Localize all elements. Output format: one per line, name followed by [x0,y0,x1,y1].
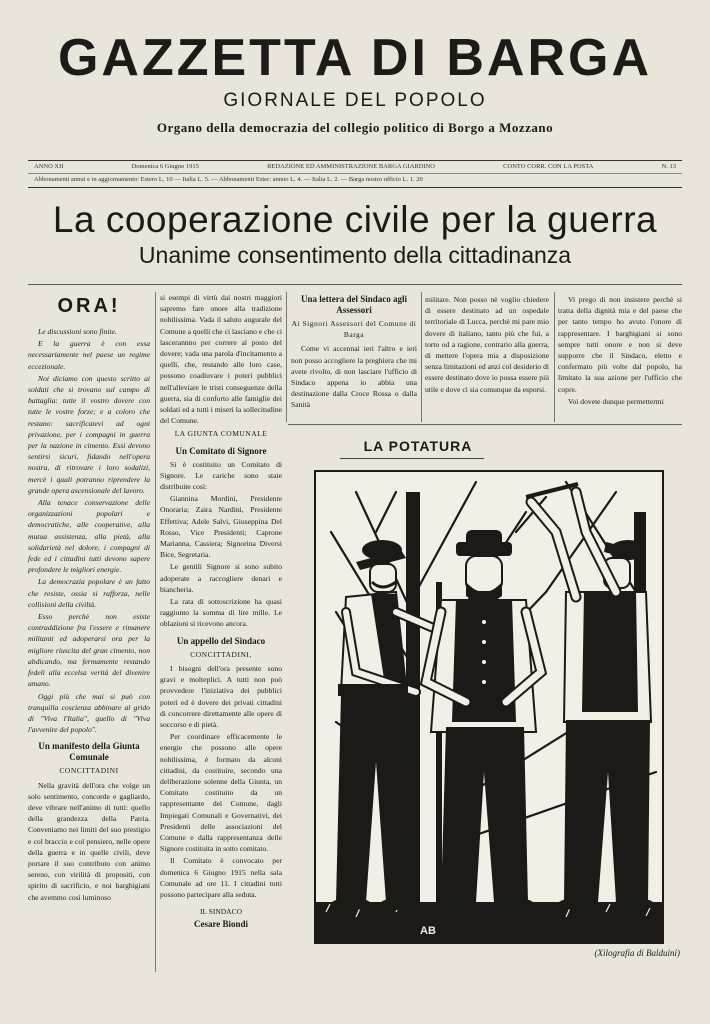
paragraph: Giannina Mordini, Presidente Onoraria; Zaira Nardini, Presidente Effettiva; Adele Salvi, Giuseppina Del Rosso, Vice Presidenti; Caprone Marianna, Cassiera; Signorina Diversi Bice, Segretaria. [160,494,282,560]
paragraph: I bisogni dell'ora presente sono gravi e molteplici. A tutti non può provvedere l'iniziativa dei pubblici poteri ed è dovere dei privati cittadini di concorrere direttamente alle opere di soccorso e di pietà. [160,663,282,729]
column-rule [421,292,422,422]
paragraph: Il Comitato è convocato per domenica 6 Giugno 1915 nella sala Comunale ad ore 11. I cittadini tutti possono partecipare alla seduta. [160,856,282,899]
main-headline: La cooperazione civile per la guerra [52,199,658,240]
paragraph: si esempi di virtù dai nostri maggiori sapremo fare onore alla tradizione nobilissima. Vada il saluto augurale del Comune a quelli che ci lasciano e che ci lascerannno per correre al posto del dovere; vada una parola d'incitamento a quelli, che, restando alle loro case, possono coadiuvare i poteri pubblici nell'alleviare le tristi conseguenze della guerra, sia di conforto alle famiglie dei soldati ed a tutti i miseri la sollecitudine del Comune. [160,293,282,426]
article-title-ora: ORA! [57,295,121,317]
signature-role: IL SINDACO [199,907,242,917]
subscription-info: Abbonamenti annui e in aggiornamento: Estero L. 10 — Italia L. 5. — Abbonamenti Ester: annuo L. 4. — Italia L. 2. — Barga nostro ufficio L. 1. 20 [34,176,423,183]
section-title-lettera: Una lettera del Sindaco agli Assessori [301,294,407,315]
paragraph: Alla tenace conservazione delle organizzazioni popolari e democratiche, alle cooperative, alla mutua assistenza, alla pietà, alla solidarietà nel dolore, i compagni di fede ed i cittadini tutti devono sapere profondere le migliori energie. [28,498,150,575]
paragraph: Come vi accennai ieri l'altro e ieri non posso accogliere la preghiera che mi avete rivolto, di non lasciare l'ufficio di Sindaco appena io abbia una destinazione dalla Croce Rossa o dalla Sanità [291,344,417,410]
article-column-lettera-end [558,294,682,422]
section-greeting: CONCITTADINI, [190,649,252,659]
woodcut-image [316,472,662,942]
paragraph: Vi prego di non insistere perchè si tratta della dignità mia e del paese che per tanto tempo ho avuto l'onore di rappresentare. I barghigiani si sono sempre tutti onore e non si deve supporre che il Sindaco, eletto e confermato più volte dal popolo, ha limitato la sua azione per l'ufficio che copre. [558,295,682,394]
editorial-office: REDAZIONE ED AMMINISTRAZIONE BARGA GIARDINO [267,163,436,170]
newspaper-organ-line: Organo della democrazia del collegio politico di Borgo a Mozzano [156,120,554,135]
paragraph: E la guerra è con essa necessariamente nel paese un regime eccezionale. [28,339,150,371]
newspaper-subtitle: GIORNALE DEL POPOLO [223,90,487,111]
article-column-giunta [160,292,282,972]
masthead [0,30,710,136]
paragraph: Esso perchè non esiste contraddizione fra l'essere e rimanere militanti ed adoperarsi ora per la migliore riuscita del gran cimento, non abdicando, ma fermamente restando fedeli alla eccelsa verità del divenire umano. [28,612,150,689]
section-title-comitato: Un Comitato di Signore [175,445,267,456]
article-column-lettera [291,292,417,422]
paragraph: militare. Non posso nè voglio chiedere di essere destinato ad un ospedale territoriale di Lucca, perchè mi pare mio dovere di italiano, tanto più che fui, a torto od a ragione, contrario alla guerra, di mettere l'opera mia a disposizione senza limitazioni ed anzi col desiderio di essere destinato dove io possa essere più utile e dove ci sia comunque da esporsi. [425,295,549,394]
section-title-manifesto: Un manifesto della Giunta Comunale [38,741,140,763]
paragraph: Le gentili Signore si sono subito adoperate a raccogliere denari e biancheria. [160,562,282,594]
sub-headline: Unanime consentimento della cittadinanza [138,242,572,268]
paragraph: Si è costituito un Comitato di Signore. Le cariche sono state distribuite così: [160,459,282,492]
paragraph: Oggi più che mai si può con tranquilla coscienza abbinare al grido di "Viva l'Italia", quello di "Viva l'avvenire del popolo". [28,691,150,735]
section-rule [288,424,682,425]
paragraph: Voi dovete dunque permettermi [568,396,664,406]
signature-name: Cesare Biondi [193,919,249,930]
woodcut-monogram: AB [420,925,436,937]
signature-giunta: LA GIUNTA COMUNALE [174,429,268,439]
section-greeting: CONCITTADINI [59,766,119,776]
headline-block [0,200,710,268]
paragraph: Per coordinare efficacemente le energie che possono alle opere nobilissima, è formato da alcuni cittadini, da costituire, secondo una deliberazione solenne della Giunta, un Comitato costituito da un rappresentante del Comune, dagli Impiegati Comunali e Governativi, dei Presidenti delle associazioni del Comune e dalla rappresentanza delle Signore costituita in sotto comitato. [160,732,282,854]
paragraph: La rata di sottoscrizione ha quasi raggiunto la somma di lire mille. Le oblazioni si ricevono ancora. [160,597,282,629]
section-title-appello: Un appello del Sindaco [176,635,266,646]
woodcut-illustration [314,470,664,944]
paragraph: La democrazia popolare è un fatto che resiste, ossia si rafforza, nelle collisioni della civiltà. [28,577,150,609]
woodcut-title-underline [340,458,484,459]
woodcut-title: LA POTATURA [363,438,473,454]
headline-rule [28,284,682,285]
paragraph: Le discussioni sono finite. [38,327,117,336]
paragraph: Nella gravità dell'ora che volge un solo sentimento, concorde e gagliardo, deve vibrare nell'animo di tutti: quello della grandezza della Patria. Conveniamo nei limiti del suo prestigio e col braccio e col pensiero, nelle opere della guerra e in quelle civili, deve portare il suo contributo con animo sereno, con virilità di propositi, con spirito di sacrificio, e noi barghigiani che avemmo così luminoso [28,780,150,902]
letter-greeting: Ai Signori Assessori del Comune di Barga [291,319,417,340]
postal-account: CONTO CORR. CON LA POSTA [503,163,594,170]
issue-year: ANNO XII [34,163,64,170]
column-rule [155,292,156,972]
paragraph: Noi diciamo con questo scritto ai soldati che si trovano sul campo di battaglia: tutte il vostro dovere con tutte le vostre forze; e a coloro che restano: sacrificatevi ad ogni privazione, per i compagni in guerra per la nazione in cimento. Essi devono sentirsi sicuri, fidando nell'opera nostra, di ritrovare i loro sodalizi, mercè i quali potranno riprendere la grande opera ascensionale del lavoro. [28,373,150,495]
article-column-ora [28,290,150,1000]
woodcut-credit: (Xilografia di Balduini) [594,948,680,958]
issue-number: N. 13 [661,163,676,170]
column-rule [554,292,555,422]
newspaper-title: GAZZETTA DI BARGA [57,29,653,87]
info-bar [28,160,682,188]
issue-date: Domenica 6 Giugno 1915 [131,163,199,170]
column-rule [286,292,287,422]
article-column-lettera-cont [425,294,549,422]
